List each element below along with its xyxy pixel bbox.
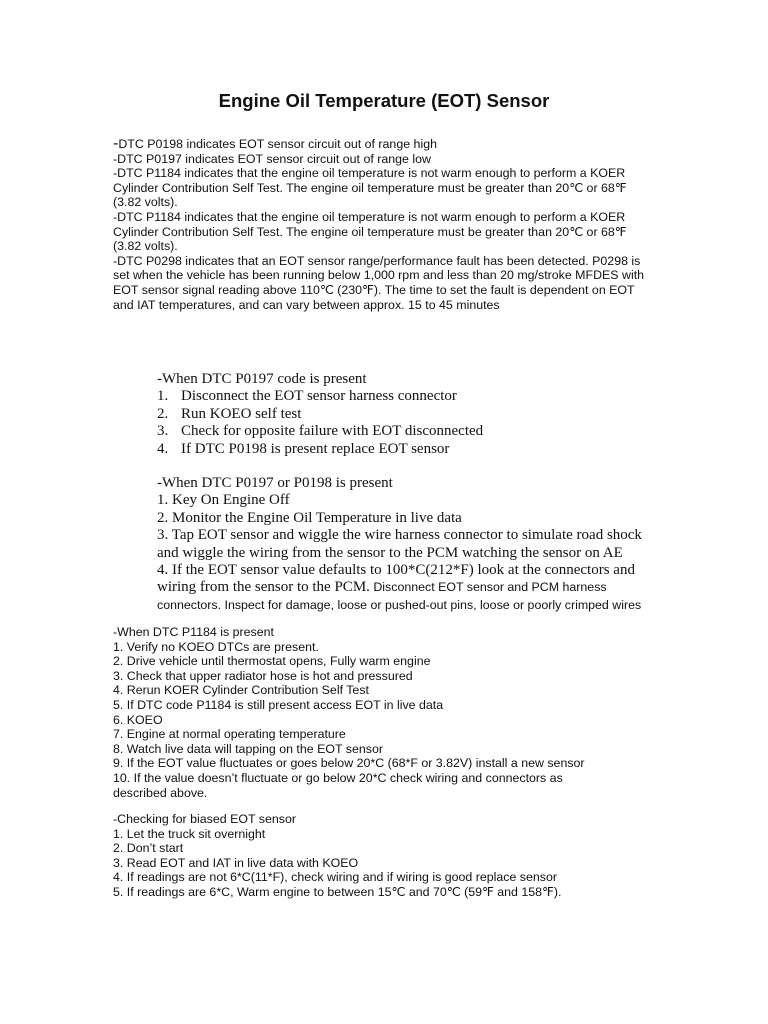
intro-line: -DTC P1184 indicates that the engine oil temperature is not warm enough to perform a KOER bbox=[113, 166, 626, 181]
list-item bbox=[157, 388, 657, 405]
list-item: 5. If DTC code P1184 is still present access EOT in live data bbox=[113, 697, 444, 712]
intro-line: Cylinder Contribution Self Test. The engine oil temperature must be greater than 20℃ or 68℉ bbox=[113, 180, 627, 195]
list-item bbox=[157, 423, 657, 440]
list-text: Run KOEO self test bbox=[181, 405, 302, 422]
list-item: described above. bbox=[113, 785, 208, 800]
list-item: 6. KOEO bbox=[113, 712, 163, 727]
list-text: Disconnect the EOT sensor harness connector bbox=[181, 388, 457, 405]
list-item: and wiggle the wiring from the sensor to the PCM watching the sensor on AE bbox=[157, 544, 623, 561]
list-item bbox=[157, 406, 657, 423]
list-item: 4. Rerun KOER Cylinder Contribution Self Test bbox=[113, 683, 369, 698]
list-text: Check for opposite failure with EOT disconnected bbox=[181, 423, 484, 440]
list-item: 8. Watch live data will tapping on the EOT sensor bbox=[113, 741, 383, 756]
list-item: 2. Monitor the Engine Oil Temperature in live data bbox=[157, 509, 462, 526]
section-heading: -Checking for biased EOT sensor bbox=[113, 812, 296, 826]
dtc-intro-block bbox=[113, 137, 658, 312]
list-item: 4. If the EOT sensor value defaults to 100*C(212*F) look at the connectors and bbox=[157, 562, 635, 579]
section-p0197 bbox=[157, 371, 657, 458]
list-item: 2. Don’t start bbox=[113, 841, 184, 856]
list-item: 7. Engine at normal operating temperature bbox=[113, 727, 346, 742]
intro-dash: - bbox=[113, 135, 119, 152]
intro-line: Cylinder Contribution Self Test. The engine oil temperature must be greater than 20℃ or 68℉ bbox=[113, 224, 627, 239]
section-p1184 bbox=[113, 625, 658, 800]
intro-line: -DTC P0298 indicates that an EOT sensor range/performance fault has been detected. P0298 is bbox=[113, 253, 641, 268]
list-number: 1. bbox=[157, 388, 169, 405]
section-heading: -When DTC P1184 is present bbox=[113, 625, 274, 639]
intro-line: (3.82 volts). bbox=[113, 195, 178, 210]
list-item: 10. If the value doesn’t fluctuate or go below 20*C check wiring and connectors as bbox=[113, 770, 563, 785]
intro-line: -DTC P0198 indicates EOT sensor circuit out of range high bbox=[113, 135, 437, 152]
list-item: 1. Verify no KOEO DTCs are present. bbox=[113, 639, 319, 654]
intro-line: (3.82 volts). bbox=[113, 239, 178, 254]
intro-line: -DTC P1184 indicates that the engine oil temperature is not warm enough to perform a KOER bbox=[113, 209, 626, 224]
list-item: 2. Drive vehicle until thermostat opens, Fully warm engine bbox=[113, 654, 431, 669]
section-heading: -When DTC P0197 code is present bbox=[157, 371, 367, 387]
list-item: 3. Read EOT and IAT in live data with KOEO bbox=[113, 855, 359, 870]
list-item: 1. Let the truck sit overnight bbox=[113, 826, 266, 841]
list-number: 3. bbox=[157, 423, 169, 440]
intro-line: set when the vehicle has been running below 1,000 rpm and less than 20 mg/stroke MFDES with bbox=[113, 268, 645, 283]
intro-line: -DTC P0197 indicates EOT sensor circuit out of range low bbox=[113, 151, 431, 166]
section-p0197-p0198 bbox=[157, 475, 657, 614]
list-item: 9. If the EOT value fluctuates or goes below 20*C (68*F or 3.82V) install a new sensor bbox=[113, 756, 585, 771]
list-item: connectors. Inspect for damage, loose or pushed-out pins, loose or poorly crimped wires bbox=[157, 597, 642, 612]
list-item: 5. If readings are 6*C, Warm engine to between 15℃ and 70℃ (59℉ and 158℉). bbox=[113, 884, 562, 899]
section-heading: -When DTC P0197 or P0198 is present bbox=[157, 475, 393, 491]
list-item: wiring from the sensor to the PCM. Disconnect EOT sensor and PCM harness bbox=[157, 579, 607, 596]
page-title: Engine Oil Temperature (EOT) Sensor bbox=[218, 90, 550, 111]
intro-line: and IAT temperatures, and can vary between approx. 15 to 45 minutes bbox=[113, 297, 500, 312]
list-number: 4. bbox=[157, 440, 169, 457]
list-text: If DTC P0198 is present replace EOT sensor bbox=[181, 440, 450, 457]
list-item: 3. Tap EOT sensor and wiggle the wire harness connector to simulate road shock bbox=[157, 527, 642, 544]
intro-line: EOT sensor signal reading above 110℃ (230℉). The time to set the fault is dependent on EOT bbox=[113, 282, 635, 297]
list-item: 4. If readings are not 6*C(11*F), check wiring and if wiring is good replace sensor bbox=[113, 870, 557, 885]
list-item bbox=[157, 441, 657, 458]
list-item: 1. Key On Engine Off bbox=[157, 492, 290, 509]
list-number: 2. bbox=[157, 405, 169, 422]
section-biased-eot bbox=[113, 812, 658, 900]
list-item: 3. Check that upper radiator hose is hot and pressured bbox=[113, 668, 413, 683]
